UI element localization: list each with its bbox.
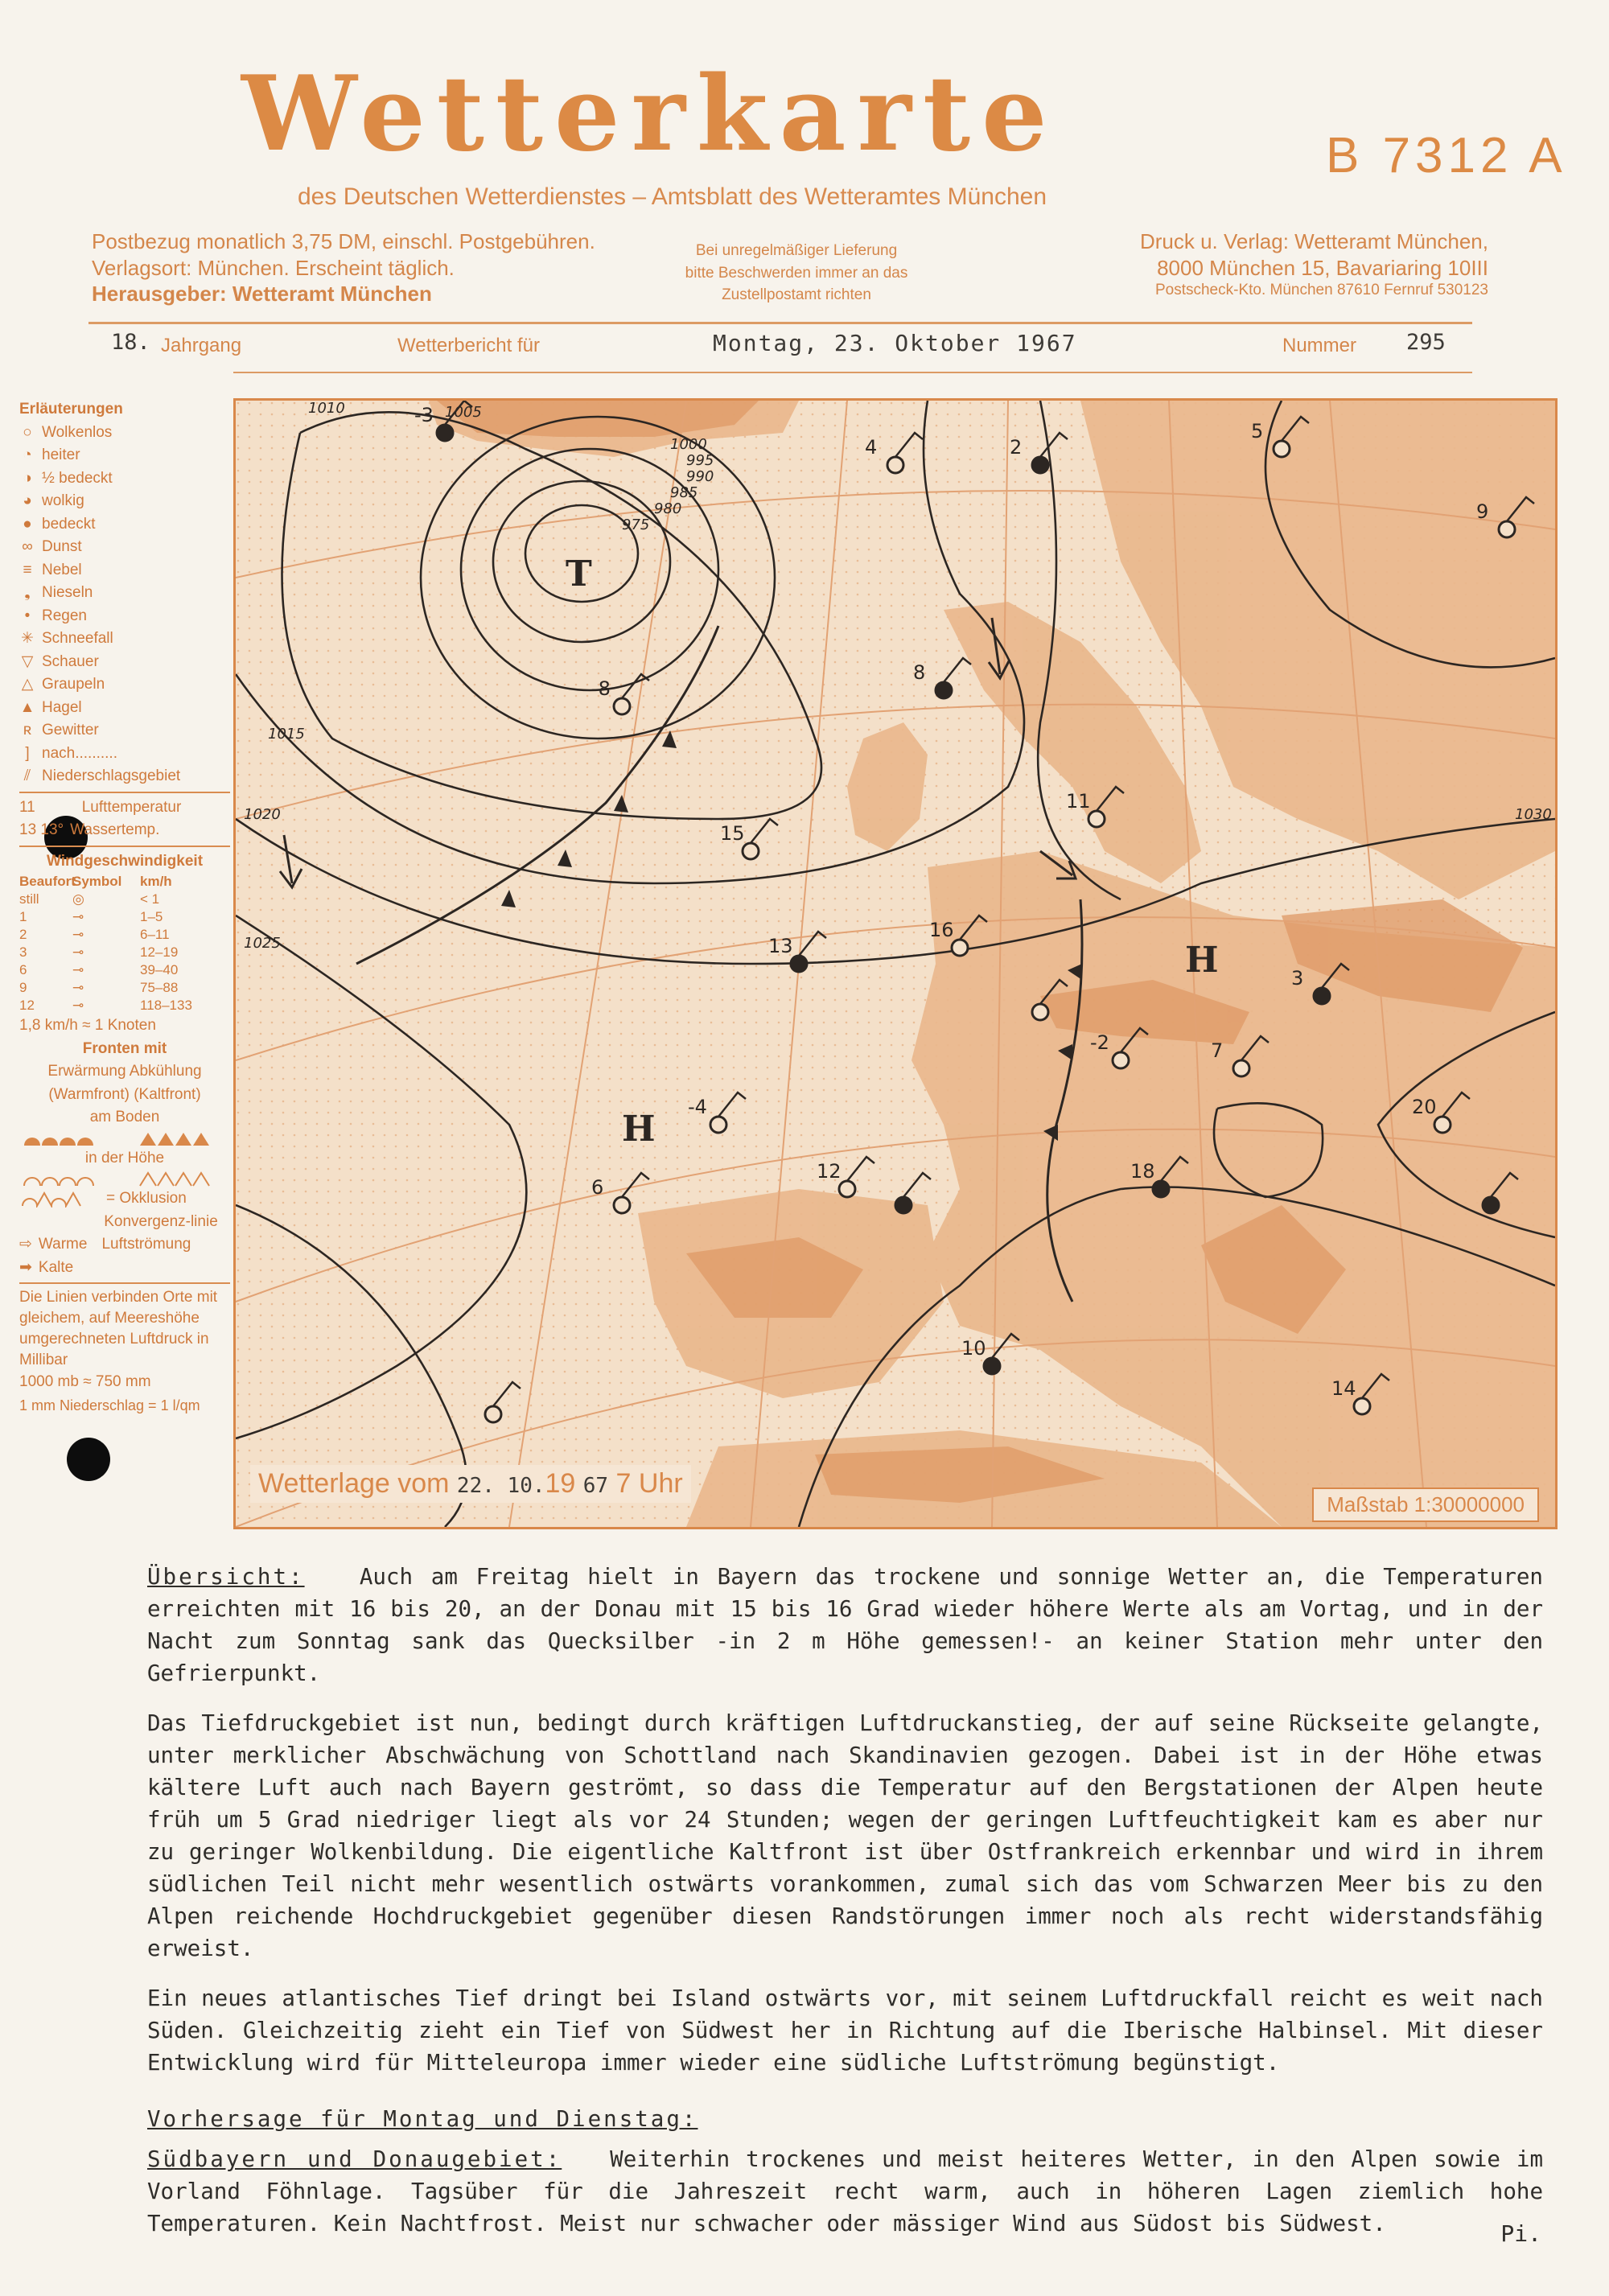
circle-three-quarter-icon: ◕ bbox=[23, 492, 32, 509]
height-label: in der Höhe bbox=[84, 1149, 165, 1167]
ground-label: am Boden bbox=[89, 1109, 160, 1125]
station-temp-label: -4 bbox=[688, 1096, 707, 1118]
legend-item bbox=[19, 582, 230, 605]
station-marker bbox=[1274, 441, 1290, 457]
high-center-H: H bbox=[1185, 940, 1219, 981]
station-temp-label: 18 bbox=[1130, 1160, 1155, 1183]
wind-cell: 1 bbox=[19, 909, 27, 924]
station-marker bbox=[1483, 1197, 1499, 1213]
legend-item-label: Graupeln bbox=[42, 676, 105, 693]
legend-item-label: Wolkenlos bbox=[42, 423, 113, 441]
air-temp-example: 11 bbox=[19, 798, 35, 816]
fronts-heading: Fronten mit bbox=[82, 1039, 167, 1057]
wind-cell: 6–11 bbox=[140, 927, 170, 942]
wind-heading: Windgeschwindigkeit bbox=[46, 852, 204, 870]
legend-item bbox=[19, 559, 230, 582]
station-temp-label: 8 bbox=[913, 661, 926, 684]
isobar-label: 1005 bbox=[445, 404, 482, 421]
overview-text: Auch am Freitag hielt in Bayern das trockene und sonnige Wetter an, die Temperaturen erreichten mit 16 bis 20, an der Donau mit 15 bis 16 Grad wieder höhere Werte als am Vortag, und in der Nacht zum Sonntag sank das Quecksilber -in 2 m Höhe gemessen!- an keiner Station mehr unter den Gefrierpunkt. bbox=[147, 1564, 1543, 1686]
station-marker bbox=[1434, 1117, 1451, 1133]
forecast-text: Weiterhin trockenes und meist heiteres Wetter, in den Alpen sowie im Vorland Föhnlage. Tagsüber für die Jahreszeit recht warm, auch in höheren Lagen ziemlich hohe Temperaturen. Kein Nachtfrost. Meist nur schwacher oder mässiger Wind aus Südost bis Südwest. bbox=[147, 2146, 1544, 2236]
station-marker bbox=[1088, 811, 1105, 827]
map-legend bbox=[19, 398, 230, 1417]
rain-icon: • bbox=[24, 607, 31, 624]
drizzle-icon: ❟ bbox=[24, 584, 31, 601]
wind-barb-icon: ⊸ bbox=[72, 962, 84, 977]
station-marker bbox=[437, 425, 453, 441]
cold-flow-row bbox=[19, 1257, 230, 1280]
graupel-icon: △ bbox=[21, 676, 34, 693]
station-marker bbox=[614, 698, 630, 714]
legend-heading: Erläuterungen bbox=[19, 401, 123, 418]
occlusion-row bbox=[19, 1187, 230, 1211]
map-scale: Maßstab 1:30000000 bbox=[1312, 1487, 1539, 1522]
station-temp-label: -2 bbox=[1090, 1031, 1109, 1054]
low-center-T: T bbox=[566, 553, 592, 595]
station-marker bbox=[895, 1197, 911, 1213]
warm-flow-row bbox=[19, 1233, 230, 1257]
air-temp-row bbox=[19, 796, 230, 820]
cold-arrow-icon: ➡ bbox=[19, 1258, 32, 1276]
hail-icon: ▲ bbox=[19, 698, 35, 716]
legend-item bbox=[19, 627, 230, 651]
station-temp-label: -3 bbox=[414, 404, 434, 426]
warm-label: Warme bbox=[38, 1236, 88, 1253]
legend-item bbox=[19, 719, 230, 743]
legend-item-label: Gewitter bbox=[42, 722, 99, 739]
circle-quarter-icon: ◔ bbox=[23, 446, 32, 463]
printer-name: Druck u. Verlag: Wetteramt München, bbox=[1139, 229, 1488, 253]
legend-divider bbox=[19, 846, 230, 847]
legend-item bbox=[19, 467, 230, 491]
isobar-label: 1030 bbox=[1515, 806, 1552, 823]
weather-map bbox=[233, 398, 1558, 1529]
station-temp-label: 6 bbox=[591, 1176, 604, 1199]
haze-icon: ∞ bbox=[22, 538, 33, 555]
wind-cell: 75–88 bbox=[140, 980, 179, 995]
wind-cell: 118–133 bbox=[140, 998, 192, 1013]
wind-cell: 12–19 bbox=[140, 944, 179, 960]
delivery-note bbox=[668, 240, 925, 307]
fog-icon: ≡ bbox=[23, 561, 32, 578]
station-marker bbox=[887, 457, 903, 473]
after-icon: ] bbox=[25, 744, 30, 762]
printer-contact: Postscheck-Kto. München 87610 Fernruf 530123 bbox=[1154, 282, 1488, 298]
precip-conversion: 1 mm Niederschlag = 1 l/qm bbox=[19, 1397, 200, 1413]
station-temp-label: 5 bbox=[1251, 420, 1264, 442]
printer-info bbox=[1054, 228, 1488, 300]
map-caption-year: 67 bbox=[582, 1474, 609, 1498]
isobar-label: 1000 bbox=[670, 436, 707, 453]
legend-item-label: bedeckt bbox=[42, 515, 96, 533]
wind-cell: < 1 bbox=[140, 891, 160, 907]
delivery-note-line: Bei unregelmäßiger Lieferung bbox=[695, 242, 898, 259]
hatch-icon: ⫽ bbox=[23, 767, 31, 784]
station-marker bbox=[1354, 1398, 1370, 1414]
wind-cell: 9 bbox=[19, 980, 27, 995]
legend-item-label: nach.......... bbox=[42, 744, 117, 762]
station-temp-label: 7 bbox=[1211, 1039, 1224, 1062]
station-marker bbox=[791, 956, 807, 972]
overview-paragraph bbox=[147, 1561, 1543, 1689]
wind-cell: 39–40 bbox=[140, 962, 179, 977]
wind-cell: 12 bbox=[19, 998, 35, 1013]
delivery-note-line: Zustellpostamt richten bbox=[722, 286, 871, 304]
outlook-paragraph: Ein neues atlantisches Tief dringt bei Island ostwärts vor, mit seinem Luftdruckfall reicht es weit nach Süden. Gleichzeitig zieht ein Tief von Südwest her in Richtung auf die Iberische Halbinsel. Mit dieser Entwicklung wird für Mitteleuropa immer wieder eine südliche Luftströmung begünstigt. bbox=[147, 1985, 1543, 2076]
legend-item-label: Nieseln bbox=[42, 584, 93, 601]
station-marker bbox=[1032, 457, 1048, 473]
fronts-types: (Warmfront) (Kaltfront) bbox=[48, 1085, 201, 1103]
station-temp-label: 16 bbox=[929, 919, 954, 941]
legend-item bbox=[19, 673, 230, 697]
circle-half-icon: ◑ bbox=[23, 469, 32, 487]
station-temp-label: 15 bbox=[720, 822, 745, 845]
isobar-label: 1015 bbox=[268, 726, 305, 743]
station-marker bbox=[1153, 1181, 1169, 1197]
issue-date: Montag, 23. Oktober 1967 bbox=[713, 330, 1077, 356]
region-heading: Südbayern und Donaugebiet: bbox=[147, 2146, 562, 2172]
wind-col-header: Symbol bbox=[72, 874, 122, 889]
signature: Pi. bbox=[1500, 2220, 1541, 2247]
wind-cell: 3 bbox=[19, 944, 27, 960]
subtitle: des Deutschen Wetterdienstes – Amtsblatt des Wetteramtes München bbox=[298, 183, 1047, 210]
wind-barb-icon: ⊸ bbox=[72, 944, 84, 960]
station-marker bbox=[710, 1117, 726, 1133]
high-center-west: H bbox=[622, 1109, 656, 1150]
delivery-note-line: bitte Beschwerden immer an das bbox=[685, 264, 908, 282]
printer-address: 8000 München 15, Bavariaring 10III bbox=[1157, 255, 1488, 280]
forecast-paragraph bbox=[147, 2143, 1543, 2240]
station-temp-label: 9 bbox=[1476, 500, 1489, 523]
wind-col-header: km/h bbox=[140, 874, 172, 889]
weather-report bbox=[147, 1561, 1543, 2257]
map-caption-time: 7 Uhr bbox=[615, 1468, 683, 1499]
legend-item bbox=[19, 605, 230, 628]
legend-divider bbox=[19, 792, 230, 793]
wind-barb-icon: ⊸ bbox=[72, 998, 84, 1013]
station-temp-label: 20 bbox=[1412, 1096, 1437, 1118]
station-temp-label: 3 bbox=[1291, 967, 1304, 990]
legend-item bbox=[19, 536, 230, 559]
volume-label: Jahrgang bbox=[161, 335, 242, 356]
isobar-note: Die Linien verbinden Orte mit gleichem, auf Meereshöhe umgerechneten Luftdruck in Millibar bbox=[19, 1289, 218, 1368]
map-caption-year-prefix: 19 bbox=[545, 1468, 576, 1499]
legend-item bbox=[19, 422, 230, 445]
station-temp-label: 10 bbox=[961, 1337, 986, 1360]
occlusion-label: = Okklusion bbox=[106, 1190, 187, 1207]
legend-item bbox=[19, 444, 230, 467]
station-marker bbox=[1314, 988, 1330, 1004]
wind-cell: 6 bbox=[19, 962, 27, 977]
publication-code: B 7312 A bbox=[1326, 128, 1567, 183]
pressure-conversion: 1000 mb ≈ 750 mm bbox=[19, 1373, 151, 1390]
water-temp-label: Wassertemp. bbox=[70, 821, 160, 838]
isobar-label: 1020 bbox=[244, 806, 281, 823]
wind-col-header: Beaufort bbox=[19, 874, 76, 889]
station-marker bbox=[936, 682, 952, 698]
precip-area-row bbox=[19, 765, 230, 788]
station-marker bbox=[1499, 521, 1515, 537]
legend-item bbox=[19, 513, 230, 537]
report-label: Wetterbericht für bbox=[397, 335, 540, 356]
snow-icon: ✳ bbox=[21, 630, 34, 647]
issue-divider bbox=[233, 372, 1472, 373]
water-temp-example: 13 13° bbox=[19, 821, 64, 838]
wind-barb-icon: ⊸ bbox=[72, 980, 84, 995]
wind-table bbox=[19, 873, 230, 1014]
legend-item-label: heiter bbox=[42, 446, 80, 463]
subscription-info bbox=[92, 228, 595, 307]
ground-fronts-row bbox=[19, 1129, 230, 1147]
issue-line bbox=[111, 330, 1479, 362]
wind-cell: 2 bbox=[19, 927, 27, 942]
cold-label: Kalte bbox=[38, 1258, 74, 1276]
legend-item-label: wolkig bbox=[42, 492, 84, 509]
publisher: Herausgeber: Wetteramt München bbox=[92, 282, 432, 306]
station-temp-label: -8 bbox=[591, 677, 611, 700]
wind-barb-icon: ⊸ bbox=[72, 927, 84, 942]
header-divider bbox=[88, 322, 1472, 324]
air-temp-label: Lufttemperatur bbox=[81, 798, 182, 816]
shower-icon: ▽ bbox=[21, 652, 34, 670]
wind-barb-icon: ◎ bbox=[72, 891, 84, 907]
legend-item-label: Schauer bbox=[42, 652, 99, 670]
wind-cell: 1–5 bbox=[140, 909, 163, 924]
legend-divider bbox=[19, 1282, 230, 1284]
precip-area-label: Niederschlagsgebiet bbox=[42, 767, 181, 784]
isobar-label: 1010 bbox=[308, 401, 345, 417]
overview-heading: Übersicht: bbox=[147, 1564, 305, 1590]
station-marker bbox=[839, 1181, 855, 1197]
fronts-sub: Erwärmung Abkühlung bbox=[47, 1063, 202, 1080]
height-front-icon bbox=[19, 1170, 220, 1187]
legend-item bbox=[19, 743, 230, 766]
subscription-price: Postbezug monatlich 3,75 DM, einschl. Postgebühren. bbox=[92, 229, 595, 253]
map-caption-date: 22. 10. bbox=[456, 1474, 545, 1498]
wind-cell: still bbox=[19, 891, 39, 907]
station-marker bbox=[1113, 1052, 1129, 1068]
station-temp-label: 4 bbox=[865, 436, 878, 459]
station-temp-label: 12 bbox=[817, 1160, 842, 1183]
weather-map-svg bbox=[236, 401, 1555, 1527]
height-fronts-row bbox=[19, 1170, 230, 1187]
airflow-label: Luftströmung bbox=[101, 1236, 191, 1253]
legend-item-label: Nebel bbox=[42, 561, 82, 578]
wind-barb-icon: ⊸ bbox=[72, 909, 84, 924]
forecast-heading: Vorhersage für Montag und Dienstag: bbox=[147, 2106, 698, 2132]
station-temp-label: 13 bbox=[768, 935, 793, 957]
station-marker bbox=[1233, 1060, 1249, 1076]
legend-item bbox=[19, 697, 230, 720]
legend-item-label: Schneefall bbox=[42, 630, 113, 647]
thunderstorm-icon: ʀ bbox=[23, 722, 32, 739]
legend-item-label: Dunst bbox=[42, 538, 82, 555]
number-label: Nummer bbox=[1282, 335, 1357, 356]
station-marker bbox=[1032, 1004, 1048, 1020]
station-temp-label: 11 bbox=[1066, 790, 1091, 813]
isobar-label: 990 bbox=[686, 468, 714, 485]
isobar-label: 995 bbox=[686, 452, 714, 469]
isobar-label: 980 bbox=[654, 500, 682, 517]
station-marker bbox=[952, 940, 968, 956]
occlusion-icon bbox=[19, 1190, 100, 1208]
warm-arrow-icon: ⇨ bbox=[19, 1236, 32, 1253]
page-title: Wetterkarte bbox=[241, 54, 1059, 175]
water-temp-row bbox=[19, 819, 230, 842]
isobar-label: 1025 bbox=[244, 935, 281, 952]
station-marker bbox=[485, 1406, 501, 1422]
station-marker bbox=[984, 1358, 1000, 1374]
issue-number: 295 bbox=[1406, 330, 1446, 355]
convergence-label: Konvergenz-linie bbox=[104, 1212, 218, 1230]
legend-item-label: ½ bedeckt bbox=[42, 469, 113, 487]
legend-item bbox=[19, 651, 230, 674]
knot-note: 1,8 km/h ≈ 1 Knoten bbox=[19, 1017, 156, 1034]
volume-number: 18. bbox=[111, 330, 150, 355]
station-marker bbox=[614, 1197, 630, 1213]
legend-item bbox=[19, 490, 230, 513]
isobar-label: 985 bbox=[670, 484, 698, 501]
punch-hole-bottom bbox=[67, 1438, 110, 1481]
ground-front-icon bbox=[19, 1129, 220, 1147]
cloud-cover-list bbox=[19, 422, 230, 766]
station-marker bbox=[743, 843, 759, 859]
publishing-place: Verlagsort: München. Erscheint täglich. bbox=[92, 255, 455, 280]
circle-full-icon: ● bbox=[23, 515, 32, 533]
legend-item-label: Hagel bbox=[42, 698, 82, 716]
legend-item-label: Regen bbox=[42, 607, 87, 624]
isobar-label: 975 bbox=[622, 516, 650, 533]
synopsis-paragraph: Das Tiefdruckgebiet ist nun, bedingt durch kräftigen Luftdruckanstieg, der auf seine Rückseite gelangte, unter merklicher Abschwächung von Schottland nach Skandinavien gezogen. Dabei ist in der Höhe etwas kältere Luft auch nach Bayern geströmt, so dass die Temperatur auf den Bergstationen der Alpen heute früh um 5 Grad niedriger liegt als vor 24 Stunden; wegen der geringen Luftfeuchtigkeit kam es aber nur zu geringer Wolkenbildung. Die eigentliche Kaltfront ist über Ostfrankreich erkennbar und wird in ihrem südlichen Teil nicht mehr wesentlich ostwärts vorankommen, zumal sich das vom Schwarzen Meer bis zu den Alpen reichende Hochdruckgebiet gegenüber diesen Randstörungen immer noch als recht widerstandsfähig erweist. bbox=[147, 1710, 1543, 1961]
circle-empty-icon: ○ bbox=[23, 423, 32, 441]
map-caption bbox=[250, 1465, 691, 1503]
station-temp-label: 2 bbox=[1010, 436, 1023, 459]
station-temp-label: 14 bbox=[1331, 1377, 1356, 1400]
map-caption-prefix: Wetterlage vom bbox=[258, 1468, 450, 1499]
